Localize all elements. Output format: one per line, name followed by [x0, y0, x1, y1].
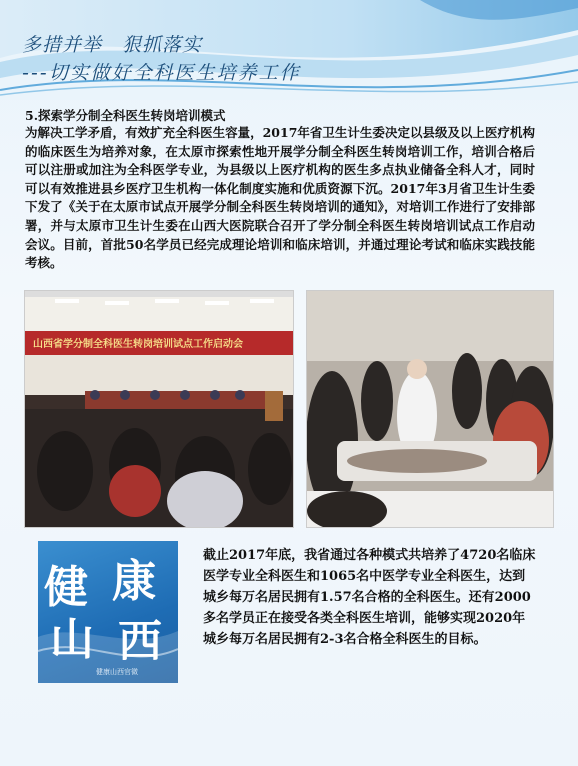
logo-char-2: 康 [112, 556, 156, 607]
healthy-shanxi-logo [38, 541, 178, 683]
logo-subtext: 健康山西官微 [96, 668, 138, 676]
logo-char-1: 健 [44, 562, 88, 613]
header-title-line2: ---切实做好全科医生培养工作 [22, 62, 301, 84]
meeting-photo-illustration [25, 291, 293, 527]
meeting-photo [24, 290, 294, 528]
logo-char-3: 山 [50, 614, 94, 665]
clinical-training-illustration [307, 291, 553, 527]
section-paragraph: 为解决工学矛盾，有效扩充全科医生容量，2017年省卫生计生委决定以县级及以上医疗机构的临床医生为培养对象，在太原市探索性地开展学分制全科医生转岗培训工作，培训合格后可以注册或加注为全科医学专业，为县级以上医疗机构的医生多点执业储备全科人才，同时可以有效推进县乡医疗卫生机构一体化制度实施和优质资源下沉。2017年3月省卫生计生委下发了《关于在太原市试点开展学分制全科医生转岗培训的通知》，对培训工作进行了安排部署，并与太原市卫生计生委在山西大医院联合召开了学分制全科医生转岗培训试点工作启动会议。目前，首批50名学员已经完成理论培训和临床培训，并通过理论考试和临床实践技能考核。 [25, 125, 535, 271]
meeting-banner-text: 山西省学分制全科医生转岗培训试点工作启动会 [33, 339, 243, 350]
section-heading: 5.探索学分制全科医生转岗培训模式 [25, 108, 226, 123]
summary-paragraph: 截止2017年底，我省通过各种模式共培养了4720名临床医学专业全科医生和1065名中医学专业全科医生，达到城乡每万名居民拥有1.57名合格的全科医生。还有2000多名学员正在接受各类全科医生培训，能够实现2020年城乡每万名居民拥有2-3名合格全科医生的目标。 [203, 548, 536, 647]
header-title-line1: 多措并举 狠抓落实 [22, 34, 203, 56]
clinical-training-photo [306, 290, 554, 528]
logo-char-4: 西 [118, 616, 162, 667]
header-banner [0, 0, 578, 100]
